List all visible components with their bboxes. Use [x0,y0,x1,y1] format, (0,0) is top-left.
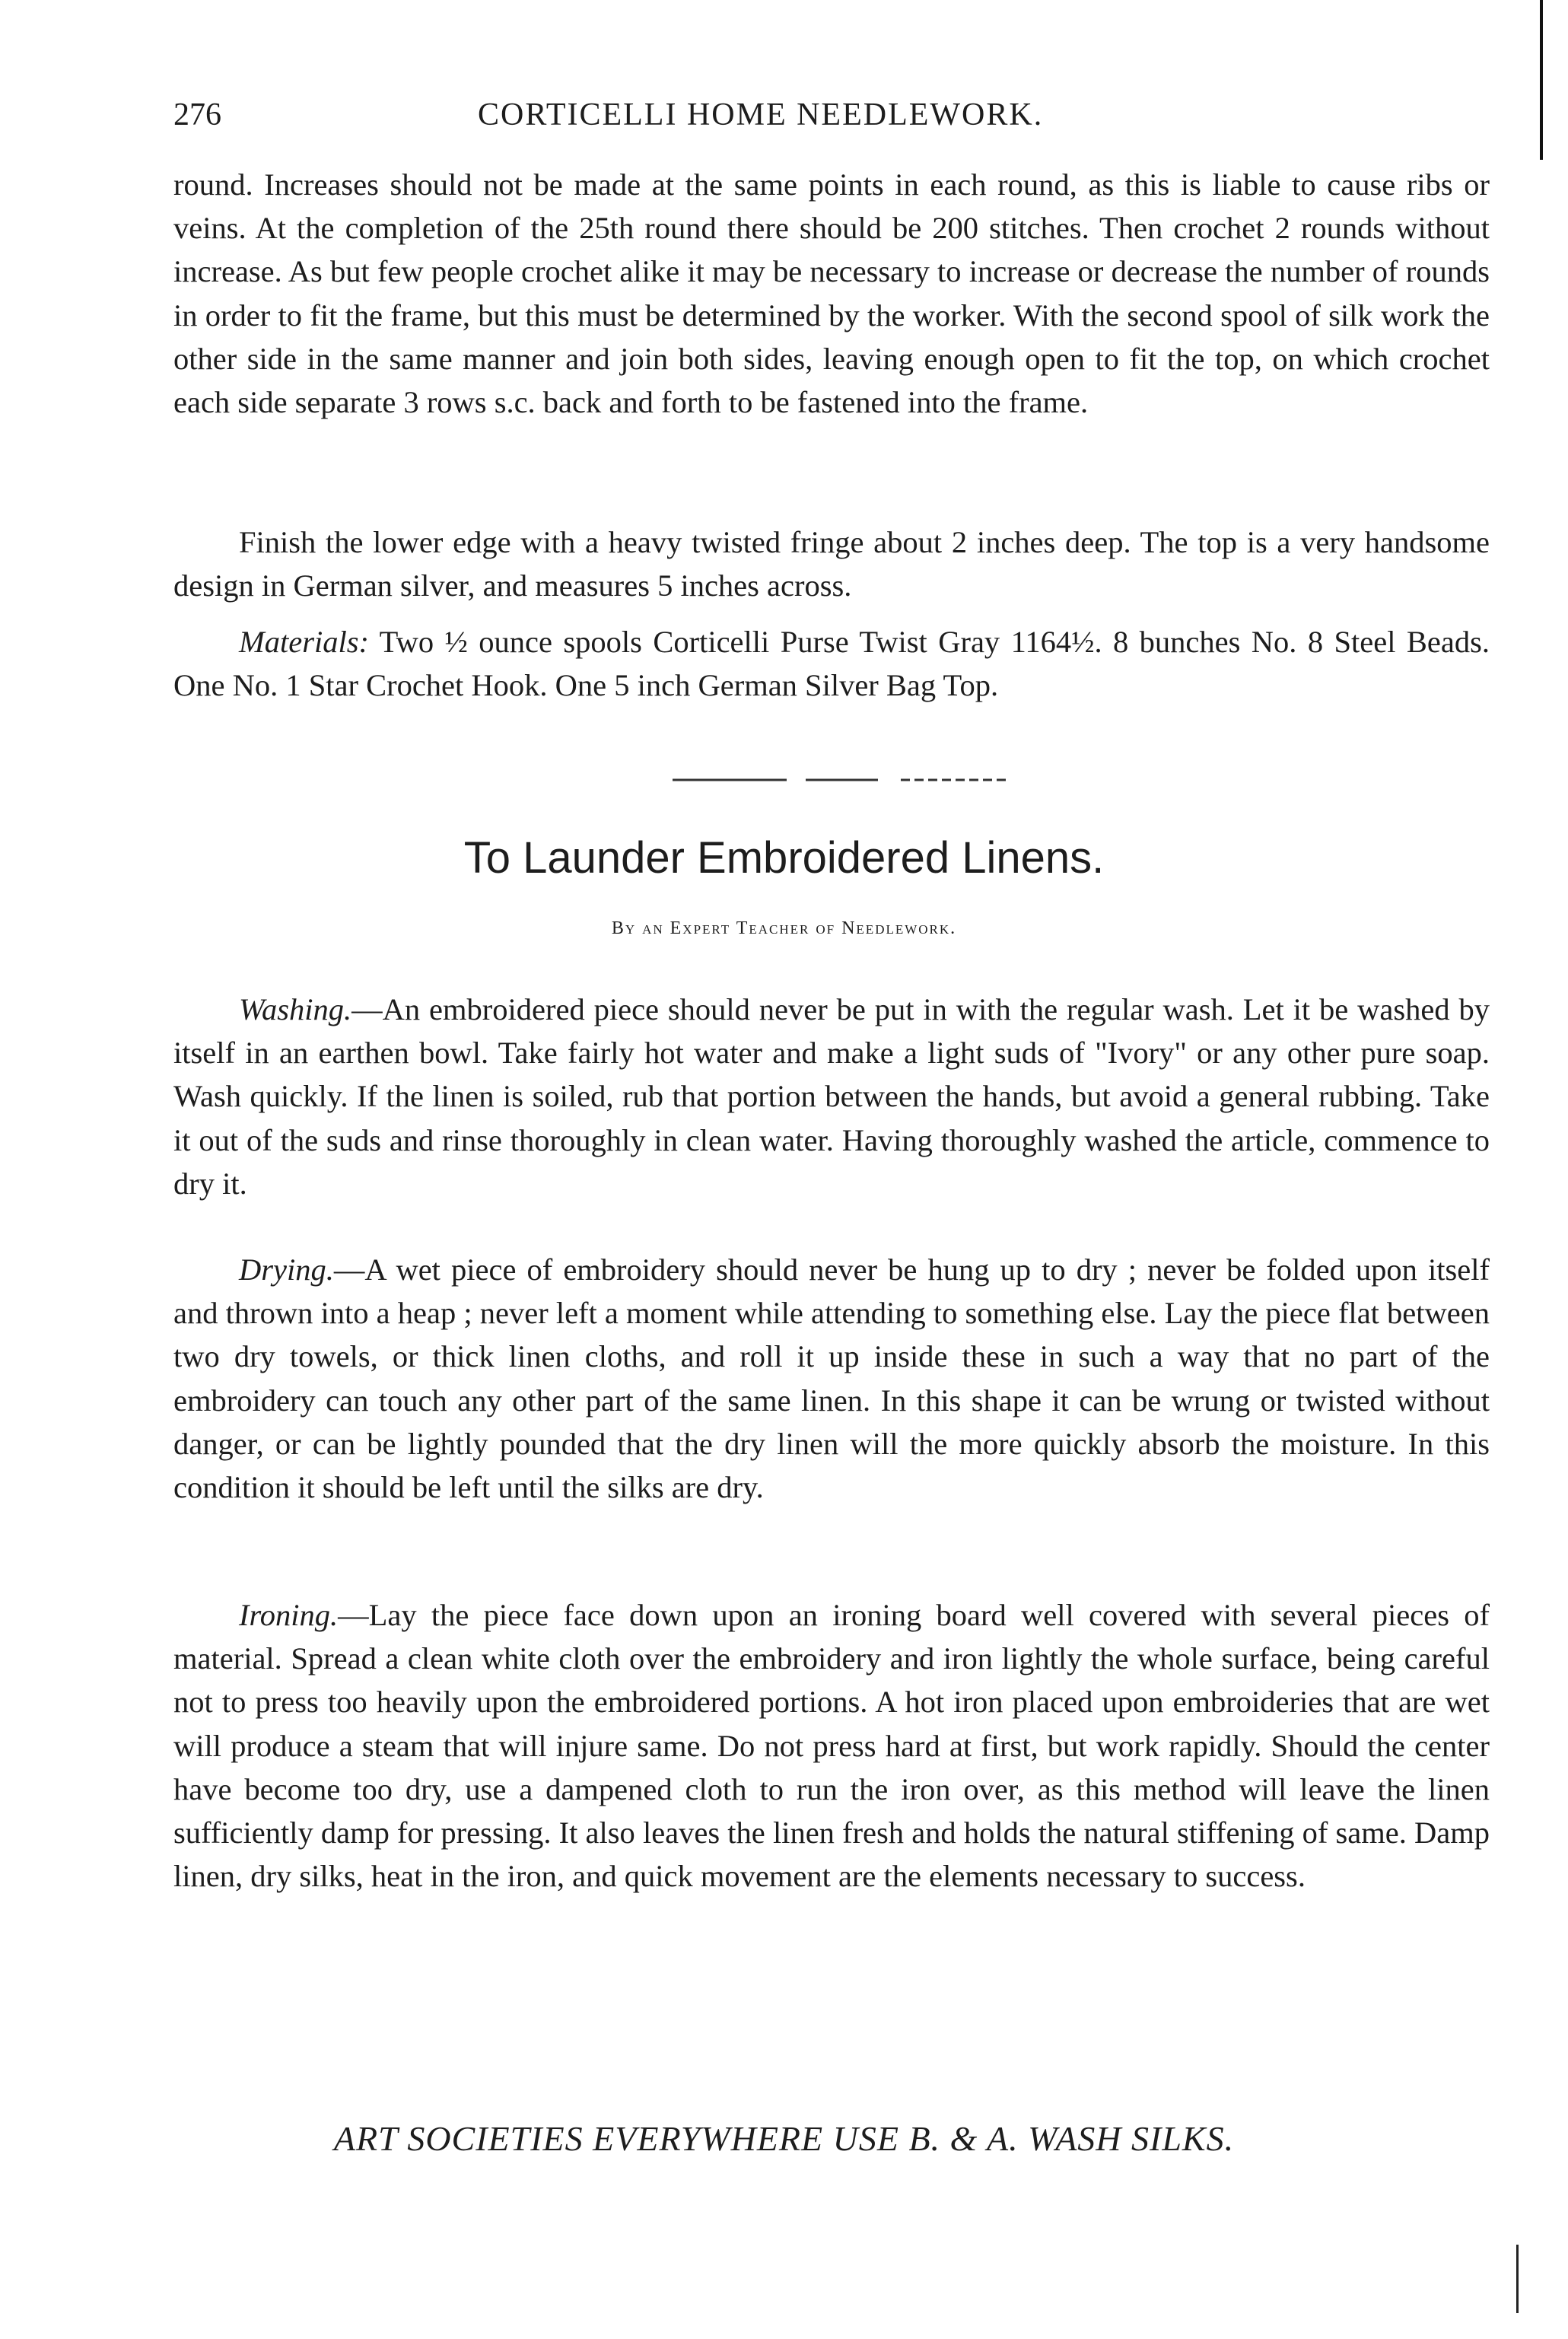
materials-paragraph [173,620,1490,707]
drying-label: Drying. [239,1252,334,1287]
page-header [173,88,1467,142]
washing-body: —An embroidered piece should never be put in with the regular wash. Let it be washed by itself in an earthen bowl. Take fairly hot water and make a light suds of "Ivory" or any other pure soap. Wash quickly. If the linen is soiled, rub that portion between the hands, but avoid a general rubbing. Take it out of the suds and rinse thoroughly in clean water. Having thoroughly washed the article, commence to dry it. [173,992,1490,1201]
advertisement-line: ART SOCIETIES EVERYWHERE USE B. & A. WASH SILKS. [333,2119,1235,2158]
section-divider-rule [673,776,1007,784]
fringe-paragraph [173,520,1490,607]
article-byline: By an Expert Teacher of Needlework. [611,918,957,938]
paragraph-text: Finish the lower edge with a heavy twisted fringe about 2 inches deep. The top is a very handsome design in German silver, and measures 5 inches across. [173,525,1490,603]
ironing-paragraph [173,1593,1490,1898]
materials-label: Materials: [239,625,369,659]
scan-edge-line-bottom [1516,2245,1519,2313]
continued-paragraph [173,163,1490,424]
scan-edge-line-top [1540,0,1543,160]
article-title: To Launder Embroidered Linens. [463,833,1105,883]
page-number: 276 [173,97,221,132]
paragraph-text: round. Increases should not be made at the same points in each round, as this is liable to cause ribs or veins. At the completion of the 25th round there should be 200 stitches. Then crochet 2 rounds without increase. As but few people crochet alike it may be necessary to increase or decrease the number of rounds in order to fit the frame, but this must be determined by the worker. With the second spool of silk work the other side in the same manner and join both sides, leaving enough open to fit the top, on which crochet each side separate 3 rows s.c. back and forth to be fastened into the frame. [173,167,1490,420]
ironing-label: Ironing. [239,1598,339,1632]
drying-paragraph [173,1248,1490,1509]
running-title: CORTICELLI HOME NEEDLEWORK. [478,97,1044,132]
materials-list: Two ½ ounce spools Corticelli Purse Twist Gray 1164½. 8 bunches No. 8 Steel Beads. One No. 1 Star Crochet Hook. One 5 inch German Silver Bag Top. [173,625,1490,703]
drying-body: —A wet piece of embroidery should never be hung up to dry ; never be folded upon itself and thrown into a heap ; never left a moment while attending to something else. Lay the piece flat between two dry towels, or thick linen cloths, and roll it up inside these in such a way that no part of the embroidery can touch any other part of the same linen. In this shape it can be wrung or twisted without danger, or can be lightly pounded that the dry linen will the more quickly absorb the moisture. In this condition it should be left until the silks are dry. [173,1252,1490,1505]
ironing-body: —Lay the piece face down upon an ironing board well covered with several pieces of material. Spread a clean white cloth over the embroidery and iron lightly the whole surface, being careful not to press too heavily upon the embroidered portions. A hot iron placed upon embroideries that are wet will produce a steam that will injure same. Do not press hard at first, but work rapidly. Should the center have become too dry, use a dampened cloth to run the iron over, as this method will leave the linen sufficiently damp for pressing. It also leaves the linen fresh and holds the natural stiffening of same. Damp linen, dry silks, heat in the iron, and quick movement are the elements necessary to success. [173,1598,1490,1894]
ironing-text [173,1593,1490,1898]
washing-paragraph [173,988,1490,1205]
materials-text [173,620,1490,707]
drying-text [173,1248,1490,1509]
washing-label: Washing. [239,992,352,1026]
washing-text [173,988,1490,1205]
